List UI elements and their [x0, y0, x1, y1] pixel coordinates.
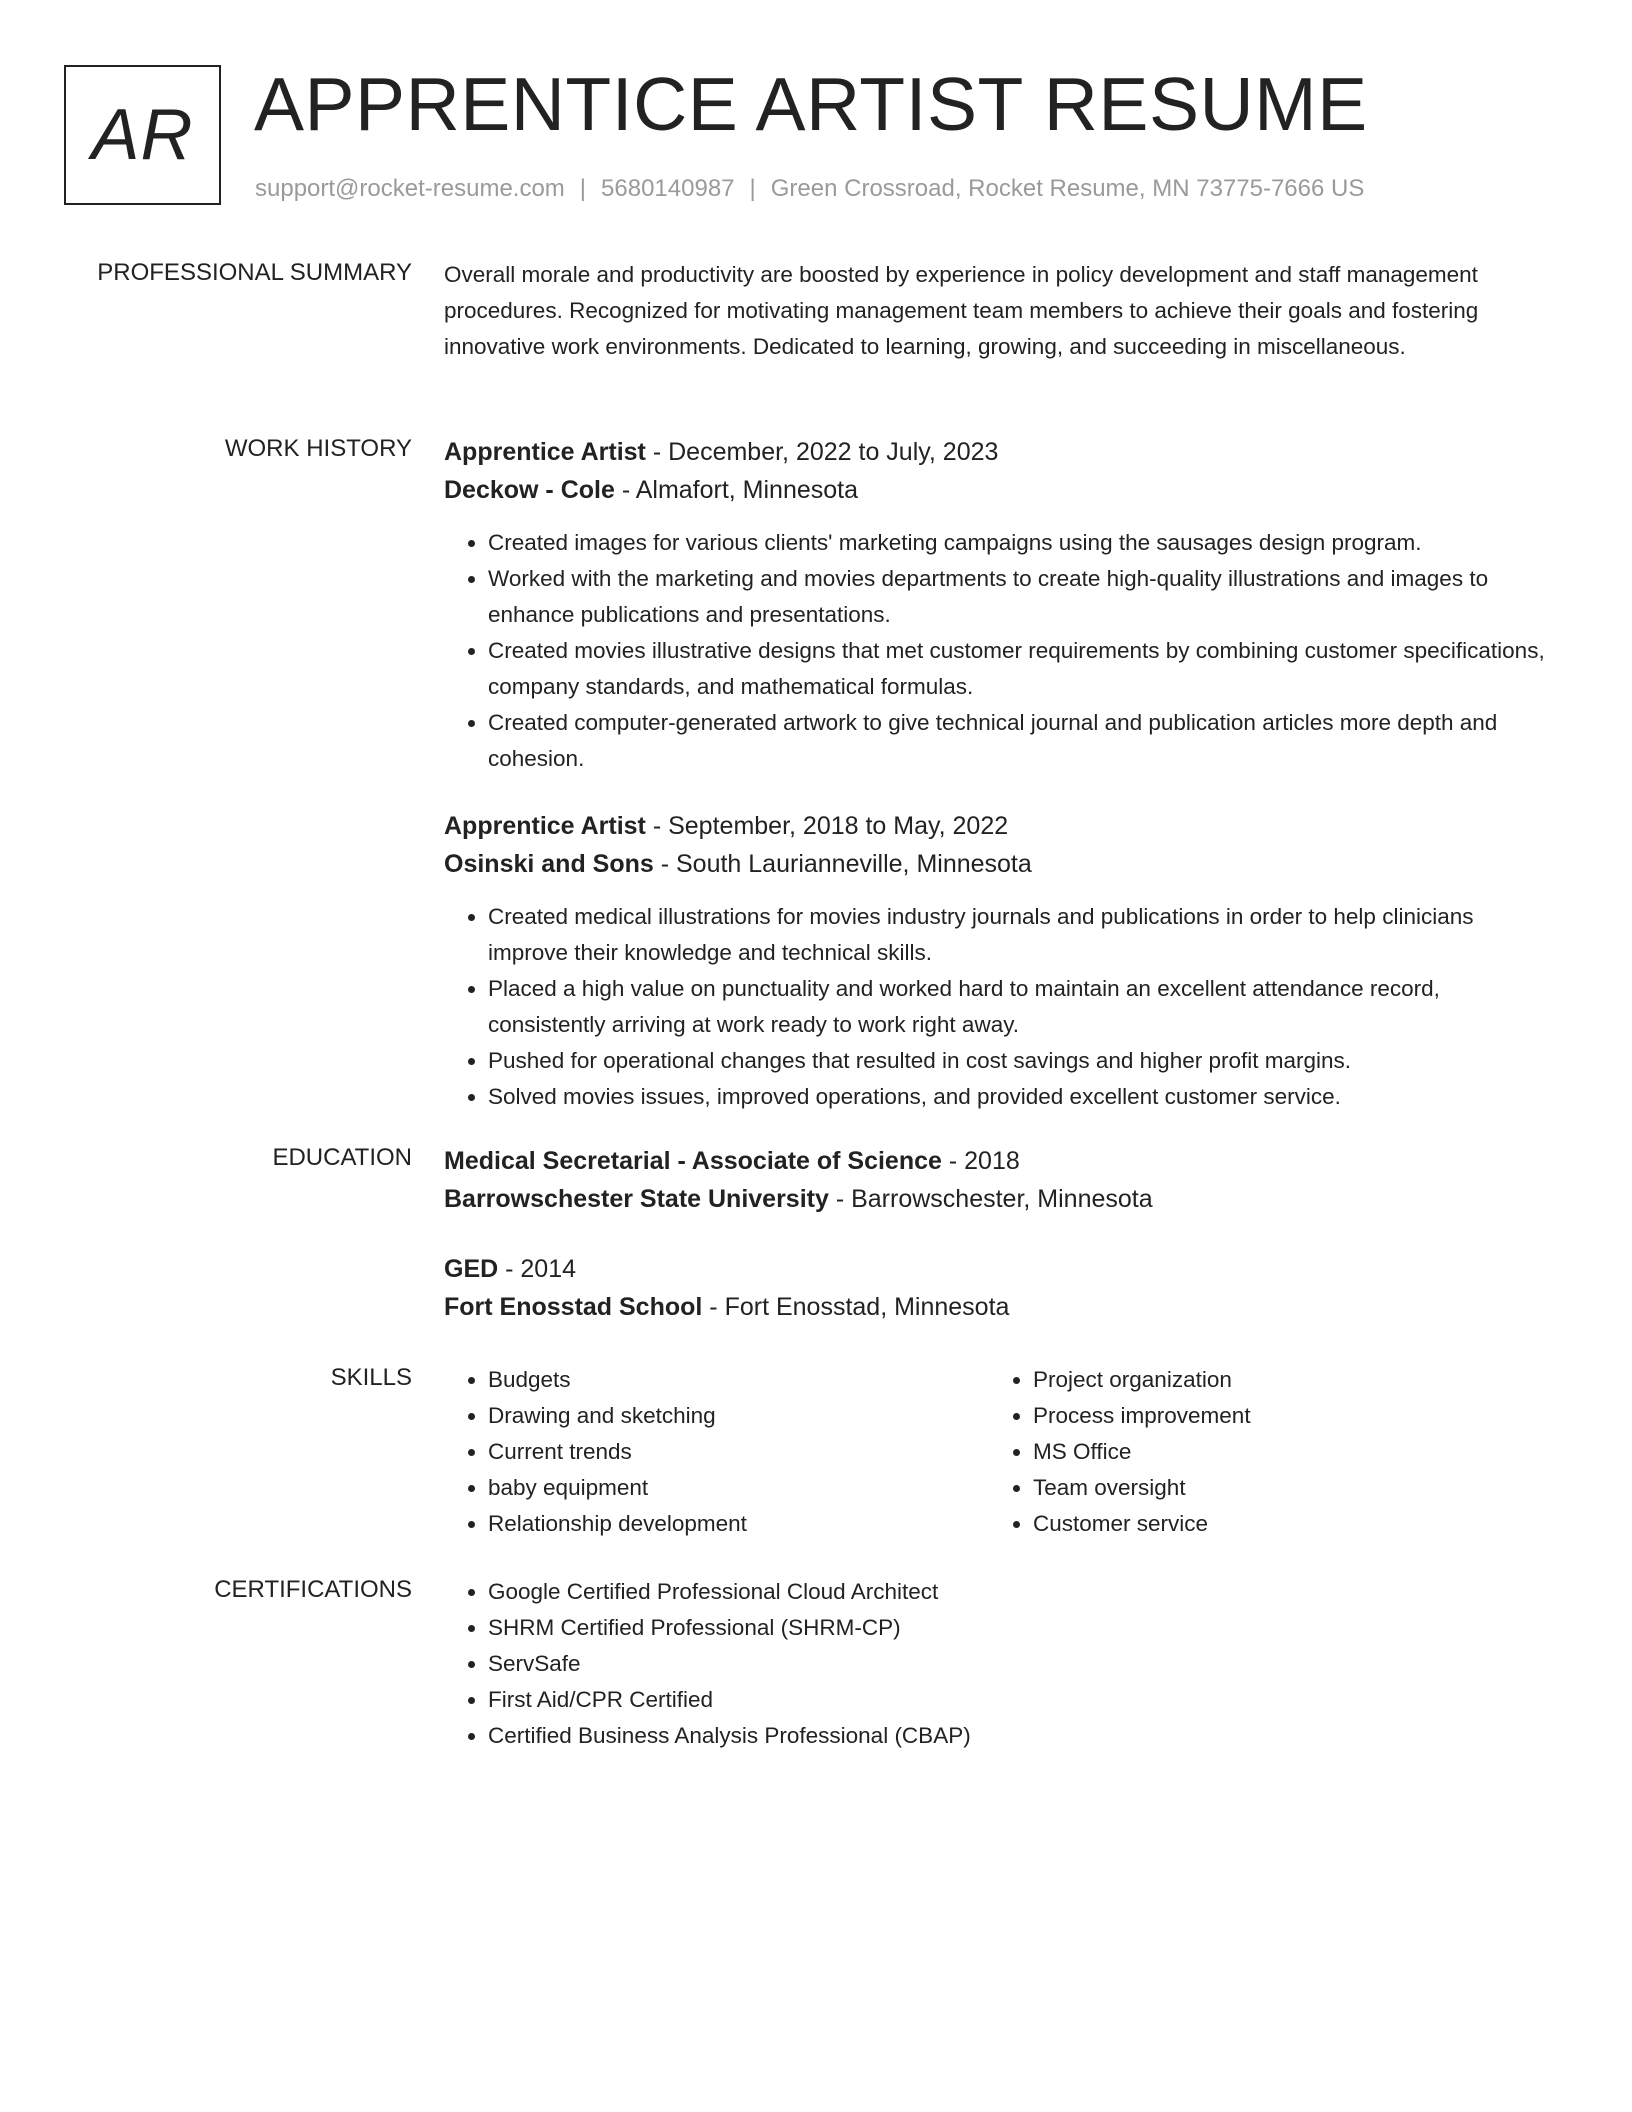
job-dates: - September, 2018 to May, 2022 — [645, 812, 1009, 840]
job-company-line — [444, 471, 1556, 509]
contact-phone[interactable]: 5680140987 — [601, 175, 735, 202]
section-heading-work-history: WORK HISTORY — [224, 435, 412, 462]
job-company: Deckow - Cole — [444, 476, 615, 504]
summary-text: Overall morale and productivity are boosted by experience in policy development and staff management procedures. Recognized for motivating management team members to achieve their goals and fostering innovative work environments. Dedicated to learning, growing, and succeeding in miscellaneous. — [444, 262, 1479, 359]
skill-item: • Relationship development — [488, 1506, 989, 1542]
summary-body — [444, 257, 1556, 365]
contact-email[interactable]: support@rocket-resume.com — [255, 175, 565, 202]
skill-item: • MS Office — [1033, 1434, 1534, 1470]
certification-item: • ServSafe — [488, 1646, 1556, 1682]
contact-separator: | — [749, 175, 756, 202]
certifications-body — [444, 1574, 1556, 1754]
job-location: - South Laurianneville, Minnesota — [653, 850, 1032, 878]
resume-title: APPRENTICE ARTIST RESUME — [254, 62, 1368, 146]
school-line — [444, 1288, 1556, 1326]
school-location: - Barrowschester, Minnesota — [828, 1185, 1153, 1213]
skills-list — [989, 1362, 1534, 1542]
school-name: Barrowschester State University — [444, 1185, 829, 1213]
education-body — [444, 1142, 1556, 1326]
degree-year: - 2014 — [498, 1255, 577, 1283]
job-entry — [444, 807, 1556, 1115]
job-bullet: • Created medical illustrations for movies industry journals and publications in order to help clinicians improve their knowledge and technical skills. — [488, 899, 1556, 971]
skills-column-right — [989, 1362, 1534, 1542]
certifications-list — [444, 1574, 1556, 1754]
work-history-body — [444, 433, 1556, 1115]
section-heading-education: EDUCATION — [272, 1144, 412, 1171]
education-entry — [444, 1250, 1556, 1326]
job-title: Apprentice Artist — [444, 438, 646, 466]
contact-separator: | — [579, 175, 587, 202]
job-bullet: • Solved movies issues, improved operations, and provided excellent customer service. — [488, 1079, 1556, 1115]
certification-item: • Google Certified Professional Cloud Architect — [488, 1574, 1556, 1610]
school-location: - Fort Enosstad, Minnesota — [702, 1293, 1010, 1321]
job-bullets — [444, 525, 1556, 777]
skill-item: • Process improvement — [1033, 1398, 1534, 1434]
skills-columns — [444, 1362, 1556, 1542]
degree-year: - 2018 — [941, 1147, 1020, 1175]
job-bullet: • Created movies illustrative designs that met customer requirements by combining customer specifications, company standards, and mathematical formulas. — [488, 633, 1556, 705]
school-line — [444, 1180, 1556, 1218]
job-title-line — [444, 807, 1556, 845]
job-title: Apprentice Artist — [444, 812, 646, 840]
skill-item: • Drawing and sketching — [488, 1398, 989, 1434]
job-dates: - December, 2022 to July, 2023 — [645, 438, 999, 466]
skill-item: • baby equipment — [488, 1470, 989, 1506]
section-heading-summary: PROFESSIONAL SUMMARY — [97, 259, 412, 286]
skills-list — [444, 1362, 989, 1542]
job-bullet: • Created computer-generated artwork to give technical journal and publication articles more depth and cohesion. — [488, 705, 1556, 777]
job-title-line — [444, 433, 1556, 471]
job-bullet: • Pushed for operational changes that resulted in cost savings and higher profit margins. — [488, 1043, 1556, 1079]
skill-item: • Project organization — [1033, 1362, 1534, 1398]
skill-item: • Current trends — [488, 1434, 989, 1470]
skill-item: • Customer service — [1033, 1506, 1534, 1542]
certification-item: • First Aid/CPR Certified — [488, 1682, 1556, 1718]
contact-address: Green Crossroad, Rocket Resume, MN 73775-7666 US — [770, 175, 1365, 202]
monogram-logo: AR — [64, 65, 221, 205]
job-bullet: • Worked with the marketing and movies departments to create high-quality illustrations and images to enhance publications and presentations. — [488, 561, 1556, 633]
degree-line — [444, 1250, 1556, 1288]
skill-item: • Budgets — [488, 1362, 989, 1398]
job-bullet: • Placed a high value on punctuality and worked hard to maintain an excellent attendance record, consistently arriving at work ready to work right away. — [488, 971, 1556, 1043]
resume-header — [64, 62, 1584, 209]
section-heading-skills: SKILLS — [330, 1364, 412, 1391]
job-bullet: • Created images for various clients' marketing campaigns using the sausages design program. — [488, 525, 1556, 561]
contact-line — [255, 173, 1364, 204]
job-bullets — [444, 899, 1556, 1115]
degree-name: Medical Secretarial - Associate of Science — [444, 1147, 942, 1175]
job-entry — [444, 433, 1556, 777]
certification-item: • SHRM Certified Professional (SHRM-CP) — [488, 1610, 1556, 1646]
degree-line — [444, 1142, 1556, 1180]
job-company: Osinski and Sons — [444, 850, 654, 878]
school-name: Fort Enosstad School — [444, 1293, 703, 1321]
job-location: - Almafort, Minnesota — [614, 476, 859, 504]
job-company-line — [444, 845, 1556, 883]
skills-body — [444, 1362, 1556, 1542]
degree-name: GED — [444, 1255, 499, 1283]
education-entry — [444, 1142, 1556, 1218]
section-heading-certifications: CERTIFICATIONS — [214, 1576, 412, 1603]
skill-item: • Team oversight — [1033, 1470, 1534, 1506]
certification-item: • Certified Business Analysis Professional (CBAP) — [488, 1718, 1556, 1754]
skills-column-left — [444, 1362, 989, 1542]
